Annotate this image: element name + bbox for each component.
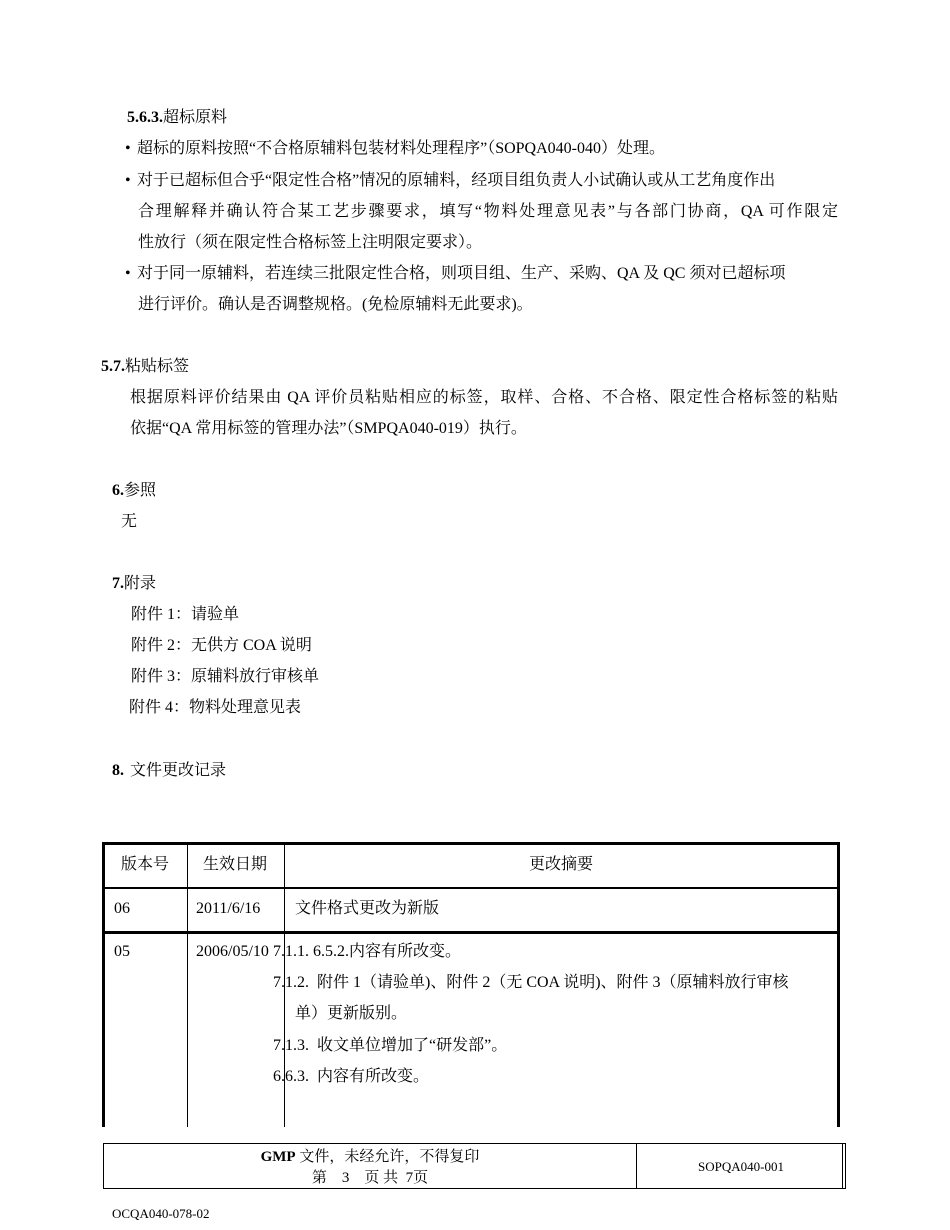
item-number: 6.6.3. [273, 1068, 309, 1085]
table-cell-summary-item [273, 972, 789, 994]
bullet-text: 对于同一原辅料，若连续三批限定性合格，则项目组、生产、采购、QA 及 QC 须对已超标项 [137, 265, 786, 282]
table-header-summary: 更改摘要 [528, 856, 593, 873]
table-header-version: 版本号 [121, 856, 170, 873]
appendix-item: 附件 1：请验单 [131, 606, 240, 623]
section-5-6-3-heading [127, 107, 227, 129]
paragraph: 根据原料评价结果由 QA 评价员粘贴相应的标签，取样、合格、不合格、限定性合格标签的粘贴 [130, 389, 838, 406]
bullet-icon: • [125, 140, 131, 157]
page-footer [103, 1143, 846, 1189]
section-number: 7. [112, 575, 124, 592]
table-cell-version: 05 [114, 943, 130, 960]
item-number: 7.1.1. [273, 943, 309, 960]
table-cell-summary-item [273, 1035, 507, 1057]
section-6-heading [112, 480, 156, 502]
section-number: 8. [112, 762, 124, 779]
bullet-item [125, 170, 775, 192]
footer-doc-code: SOPQA040-001 [698, 1159, 784, 1174]
item-number: 7.1.3. [273, 1037, 309, 1054]
item-number: 7.1.2. [273, 974, 309, 991]
section-number: 6. [112, 482, 124, 499]
paragraph: 无 [121, 513, 138, 530]
footer-gmp: GMP [260, 1149, 296, 1165]
bullet-text-continued: 合理解释并确认符合某工艺步骤要求，填写“物料处理意见表”与各部门协商，QA 可作限定 [138, 203, 838, 220]
section-number: 5.6.3. [127, 109, 163, 126]
bullet-text: 对于已超标但合乎“限定性合格”情况的原辅料，经项目组负责人小试确认或从工艺角度作出 [137, 172, 776, 189]
page-total: 7 [405, 1170, 414, 1186]
table-header-date: 生效日期 [203, 856, 268, 873]
table-cell-date: 2006/05/10 [196, 943, 269, 960]
paragraph: 依据“QA 常用标签的管理办法”（SMPQA040-019）执行。 [130, 420, 527, 437]
page-suffix: 页 [413, 1170, 429, 1186]
page-mid: 页 共 [364, 1170, 399, 1186]
table-cell-summary: 文件格式更改为新版 [295, 900, 440, 917]
section-title: 文件更改记录 [130, 762, 227, 779]
section-5-7-heading [101, 356, 189, 378]
item-text: 内容有所改变。 [317, 1068, 430, 1085]
bullet-text: 超标的原料按照“不合格原辅料包装材料处理程序”（SOPQA040-040）处理。 [137, 140, 665, 157]
section-7-heading [112, 573, 156, 595]
bullet-item [125, 138, 665, 160]
section-8-heading [112, 760, 226, 782]
revision-table [102, 842, 840, 1127]
table-cell-summary-item [295, 1003, 407, 1025]
page-prefix: 第 [311, 1170, 327, 1186]
item-text: 附件 1（请验单)、附件 2（无 COA 说明)、附件 3（原辅料放行审核 [317, 974, 789, 991]
page-number: 3 [341, 1170, 350, 1186]
section-title: 粘贴标签 [125, 358, 190, 375]
bullet-text-continued: 进行评价。确认是否调整规格。(免检原辅料无此要求)。 [138, 296, 533, 313]
document-number: OCQA040-078-02 [112, 1206, 210, 1221]
item-text: 收文单位增加了“研发部”。 [317, 1037, 508, 1054]
bullet-text-continued: 性放行（须在限定性合格标签上注明限定要求）。 [138, 234, 483, 251]
table-cell-date: 2011/6/16 [196, 900, 261, 917]
table-divider [105, 887, 837, 889]
footer-notice [104, 1147, 636, 1167]
footer-page-info [104, 1168, 636, 1188]
bullet-icon: • [125, 172, 131, 189]
table-divider [105, 931, 837, 934]
item-text: 6.5.2.内容有所改变。 [313, 943, 462, 960]
bullet-icon: • [125, 265, 131, 282]
item-text: 单）更新版别。 [295, 1005, 408, 1022]
appendix-item: 附件 2：无供方 COA 说明 [131, 637, 312, 654]
section-number: 5.7. [101, 358, 125, 375]
footer-notice-text: 文件，未经允许，不得复印 [295, 1149, 480, 1165]
bullet-item [125, 263, 785, 285]
section-title: 超标原料 [163, 109, 228, 126]
table-cell-version: 06 [114, 900, 130, 917]
table-cell-summary-item [273, 941, 461, 963]
appendix-item: 附件 3：原辅料放行审核单 [131, 668, 320, 685]
section-title: 参照 [124, 482, 157, 499]
appendix-item: 附件 4：物料处理意见表 [129, 699, 302, 716]
table-cell-summary-item [273, 1066, 429, 1088]
section-title: 附录 [124, 575, 157, 592]
